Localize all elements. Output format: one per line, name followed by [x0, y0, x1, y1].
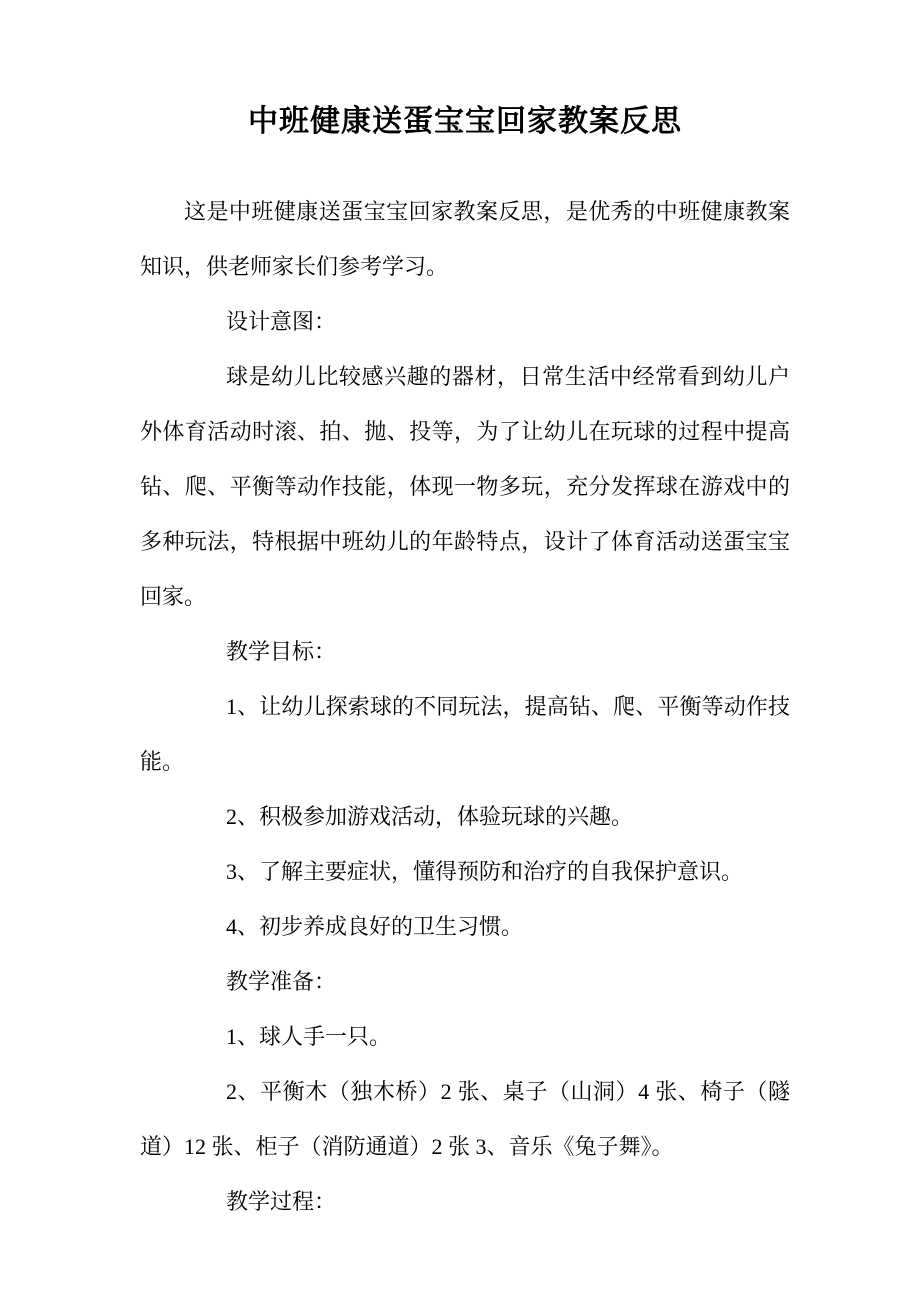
paragraph: 1、球人手一只。 — [226, 1024, 392, 1049]
paragraph: 教学准备： — [226, 969, 337, 994]
paragraph: 设计意图： — [226, 309, 337, 334]
paragraph: 这是中班健康送蛋宝宝回家教案反思，是优秀的中班健康教案知识，供老师家长们参考学习。 — [140, 199, 790, 279]
paragraph: 3、了解主要症状，懂得预防和治疗的自我保护意识。 — [226, 859, 744, 884]
paragraph: 教学目标： — [226, 639, 337, 664]
paragraph: 教学过程： — [226, 1189, 337, 1214]
paragraph: 2、积极参加游戏活动，体验玩球的兴趣。 — [226, 804, 634, 829]
document-body — [140, 184, 790, 1229]
document-title: 中班健康送蛋宝宝回家教案反思 — [248, 105, 682, 138]
paragraph: 2、平衡木（独木桥）2 张、桌子（山洞）4 张、椅子（隧道）12 张、柜子（消防通道）2 张 3、音乐《兔子舞》。 — [140, 1079, 790, 1159]
paragraph: 球是幼儿比较感兴趣的器材，日常生活中经常看到幼儿户外体育活动时滚、拍、抛、投等，为了让幼儿在玩球的过程中提高钻、爬、平衡等动作技能，体现一物多玩，充分发挥球在游戏中的多种玩法，特根据中班幼儿的年龄特点，设计了体育活动送蛋宝宝回家。 — [140, 364, 790, 609]
paragraph: 4、初步养成良好的卫生习惯。 — [226, 914, 524, 939]
paragraph: 1、让幼儿探索球的不同玩法，提高钻、爬、平衡等动作技能。 — [140, 694, 790, 774]
